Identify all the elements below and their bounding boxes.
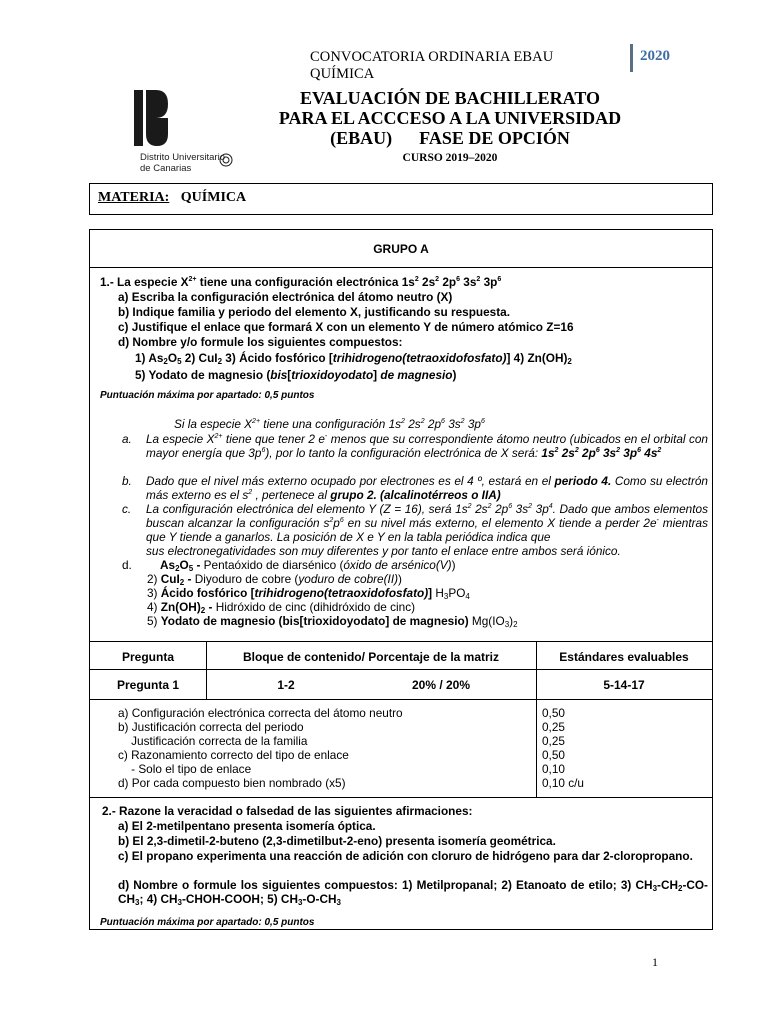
q1-a: a) Escriba la configuración electrónica del átomo neutro (X) [118, 290, 453, 304]
table-header-bloque: Bloque de contenido/ Porcentaje de la matriz [242, 650, 500, 664]
q2-c: c) El propano experimenta una reacción de adición con cloruro de hidrógeno para dar 2-cloropropano. [118, 849, 693, 863]
materia-box [89, 183, 713, 215]
sol-c-end: sus electronegatividades son muy diferentes y por tanto el enlace entre ambos será iónico. [146, 544, 621, 558]
sol-d-4: 4) $Zn(OH)_2$ - Hidróxido de cinc (dihidróxido de cinc) [147, 600, 416, 615]
table-cell-bloque: 1-2 [277, 678, 295, 692]
q2-a: a) El 2-metilpentano presenta isomería óptica. [118, 819, 376, 833]
logo-caption: Distrito Universitario de Canarias [140, 152, 225, 174]
q2-b: b) El 2,3-dimetil-2-buteno (2,3-dimetilbut-2-eno) presenta isomería geométrica. [118, 834, 556, 848]
table-header-estandares: Estándares evaluables [559, 650, 689, 664]
grupo-title: GRUPO A [373, 242, 429, 256]
q2-title: 2.- Razone la veracidad o falsedad de las siguientes afirmaciones: [102, 804, 473, 818]
criteria-text: a) Configuración electrónica correcta del átomo neutro [118, 706, 403, 720]
q1-compounds-2: 5) Yodato de magnesio (bis[trioxidoyodato] de magnesio) [135, 368, 457, 382]
sol-d-2: 2) CuI$_2$ - Diyoduro de cobre (yoduro de cobre(II)) [147, 572, 402, 587]
materia-label: MATERIA: [98, 190, 170, 205]
q1-compounds-1: 1) $As_2O_5$ 2) CuI$_2$ 3) Ácido fosfórico [trihidrogeno(tetraoxidofosfato)] 4) $Zn(OH)_2$ [135, 351, 572, 366]
convocatoria-label: CONVOCATORIA ORDINARIA EBAU QUÍMICA [310, 49, 554, 82]
criteria-score: 0,10 [542, 762, 565, 776]
criteria-score: 0,50 [542, 706, 565, 720]
criteria-score: 0,25 [542, 734, 565, 748]
criteria-score: 0,50 [542, 748, 565, 762]
sol-intro: Si la especie $X^{2+}$ tiene una configuración $1s^2$ $2s^2$ $2p^6$ $3s^2$ $3p^6$ [174, 417, 485, 431]
criteria-score: 0,10 c/u [542, 776, 584, 790]
sol-d-3: 3) Ácido fosfórico [trihidrogeno(tetraoxidofosfato)] $H_3PO_4$ [147, 586, 470, 601]
q1-title: 1.- La especie $X^{2+}$ tiene una configuración electrónica $1s^2$ $2s^2$ $2p^6$ $3s^2$ $3p^6$ [100, 275, 502, 289]
table-header-pregunta: Pregunta [121, 650, 174, 664]
materia-value: QUÍMICA [180, 190, 247, 205]
q1-puntuacion: Puntuación máxima por apartado: 0,5 puntos [100, 390, 315, 401]
q1-d: d) Nombre y/o formule los siguientes compuestos: [118, 335, 403, 349]
sol-a: La especie $X^{2+}$ tiene que tener 2 e- menos que su correspondiente átomo neutro (ubicados en el orbital con mayor energía que $3p^6$), por lo tanto la configuración electrónica de X será: $1s^2$ $2s^2$ $2p^6$ $3s^2$ $3p^6$ $4s^2$ [146, 432, 708, 460]
sol-d-1: $As_2O_5$ - Pentaóxido de diarsénico (óxido de arsénico(V)) [160, 558, 456, 573]
criteria-text: d) Por cada compuesto bien nombrado (x5) [118, 776, 346, 790]
table-cell-estandares: 5-14-17 [603, 678, 645, 692]
sol-c: La configuración electrónica del elemento Y (Z = 16), será $1s^2$ $2s^2$ $2p^6$ $3s^2$ $3p^4$. Dado que ambos elementos buscan alcanzar la configuración $s^2p^6$ en su nivel más externo, el elemento X tiende a perder 2e- mientras que Y tiende a ganarlos. La posición de X e Y en la tabla periódica indica que [146, 502, 709, 544]
exam-title: EVALUACIÓN DE BACHILLERATO PARA EL ACCCESO A LA UNIVERSIDAD (EBAU) FASE DE OPCIÓN CURSO 2019–2020 [278, 88, 622, 164]
q2-d: d) Nombre o formule los siguientes compuestos: 1) Metilpropanal; 2) Etanoato de etilo; 3) $CH_3-CH_2-CO-CH_3$; 4) $CH_3-CHOH$-COOH; 5) $CH_3-O-CH_3$ [118, 878, 708, 907]
sol-d-5: 5) Yodato de magnesio (bis[trioxidoyodato] de magnesio) $Mg(IO_3)_2$ [147, 614, 518, 629]
exam-frame: GRUPO A 1.- La especie $X^{2+}$ tiene una configuración electrónica $1s^2$ $2s^2$ $2p^6$ $3s^2$ $3p^6$ a) Escriba la configuración electrónica del átomo neutro (X) b) Indique familia y periodo del elemento X, justificando su respuesta. c) Justifique el enlace que formará X con un elemento Y de número atómico Z=16 d) Nombre y/o formule los siguientes compuestos: 1) $As_2O_5$ 2) CuI$_2$ 3) Ácido fosfórico [trihidrogeno(tetraoxidofosfato)] 4) $Zn(OH)_2$ 5) Yodato de magnesio (bis[trioxidoyodato] de magnesio) Puntuación máxima por apartado: 0,5 puntos Si la especie $X^{2+}$ tiene una configuración $1s^2$ $2s^2$ $2p^6$ $3s^2$ $3p^6$ a. La especie $X^{2+}$ tiene que tener 2 e- menos que su correspondiente átomo neutro (ubicados en el orbital con mayor energía que $3p^6$), por lo tanto la configuración electrónica de X será: $1s^2$ $2s^2$ $2p^6$ $3s^2$ $3p^6$ $4s^2$ b. Dado que el nivel más externo ocupado por electrones es el 4 º, estará en el periodo 4. Como su electrón más externo es el $s^2$ , pertenece al grupo 2. (alcalinotérreos o IIA) c. La configuración electrónica del elemento Y (Z = 16), será $1s^2$ $2s^2$ $2p^6$ $3s^2$ $3p^4$. Dado que ambos elementos buscan alcanzar la configuración $s^2p^6$ en su nivel más externo, el elemento X tiende a perder 2e- mientras que Y tiende a ganarlos. La posición de X e Y en la tabla periódica indica que sus electronegatividades son muy diferentes y por tanto el enlace entre ambos será iónico. d. $As_2O_5$ - Pentaóxido de diarsénico (óxido de arsénico(V)) 2) CuI$_2$ - Diyoduro de cobre (yoduro de cobre(II)) 3) Ácido fosfórico [trihidrogeno(tetraoxidofosfato)] $H_3PO_4$ 4) $Zn(OH)_2$ - Hidróxido de cinc (dihidróxido de cinc) 5) Yodato de magnesio (bis[trioxidoyodato] de magnesio) $Mg(IO_3)_2$ Pregunta Bloque de contenido/ Porcentaje de la matriz Estándares evaluables Pregunta 1 1-2 20% / 20% 5-14-17 a) Configuración electrónica correcta del átomo neutro b) Justificación correcta del periodo Justificación correcta de la familia c) Razonamiento correcto del tipo de enlace - Solo el tipo de enlace d) Por cada compuesto bien nombrado (x5) 0,50 0,25 0,25 0,50 0,10 0,10 c/u 2.- Razone la veracidad o falsedad de las siguientes afirmaciones: a) El 2-metilpentano presenta isomería óptica. b) El 2,3-dimetil-2-buteno (2,3-dimetilbut-2-eno) presenta isomería geométrica. c) El propano experimenta una reacción de adición con cloruro de hidrógeno para dar 2-cloropropano. d) Nombre o formule los siguientes compuestos: 1) Metilpropanal; 2) Etanoato de etilo; 3) $CH_3-CH_2-CO-CH_3$; 4) $CH_3-CHOH$-COOH; 5) $CH_3-O-CH_3$ Puntuación máxima por apartado: 0,5 puntos [89, 229, 713, 930]
header-divider [630, 44, 633, 72]
sol-b: Dado que el nivel más externo ocupado por electrones es el 4 º, estará en el periodo 4. Como su electrón más externo es el $s^2$ , pertenece al grupo 2. (alcalinotérreos o IIA) [146, 474, 708, 502]
table-cell-porcentaje: 20% / 20% [411, 678, 471, 692]
criteria-score: 0,25 [542, 720, 565, 734]
criteria-text: Justificación correcta de la familia [118, 734, 308, 748]
q1-b: b) Indique familia y periodo del elemento X, justificando su respuesta. [118, 305, 510, 319]
q1-c: c) Justifique el enlace que formará X con un elemento Y de número atómico Z=16 [118, 320, 574, 334]
year-label: 2020 [640, 48, 670, 64]
table-cell-pregunta: Pregunta 1 [116, 678, 179, 692]
page-header [310, 44, 720, 82]
page-number: 1 [652, 955, 658, 969]
criteria-text: b) Justificación correcta del periodo [118, 720, 304, 734]
criteria-text: - Solo el tipo de enlace [118, 762, 252, 776]
q2-puntuacion: Puntuación máxima por apartado: 0,5 puntos [100, 917, 315, 928]
criteria-text: c) Razonamiento correcto del tipo de enlace [118, 748, 349, 762]
